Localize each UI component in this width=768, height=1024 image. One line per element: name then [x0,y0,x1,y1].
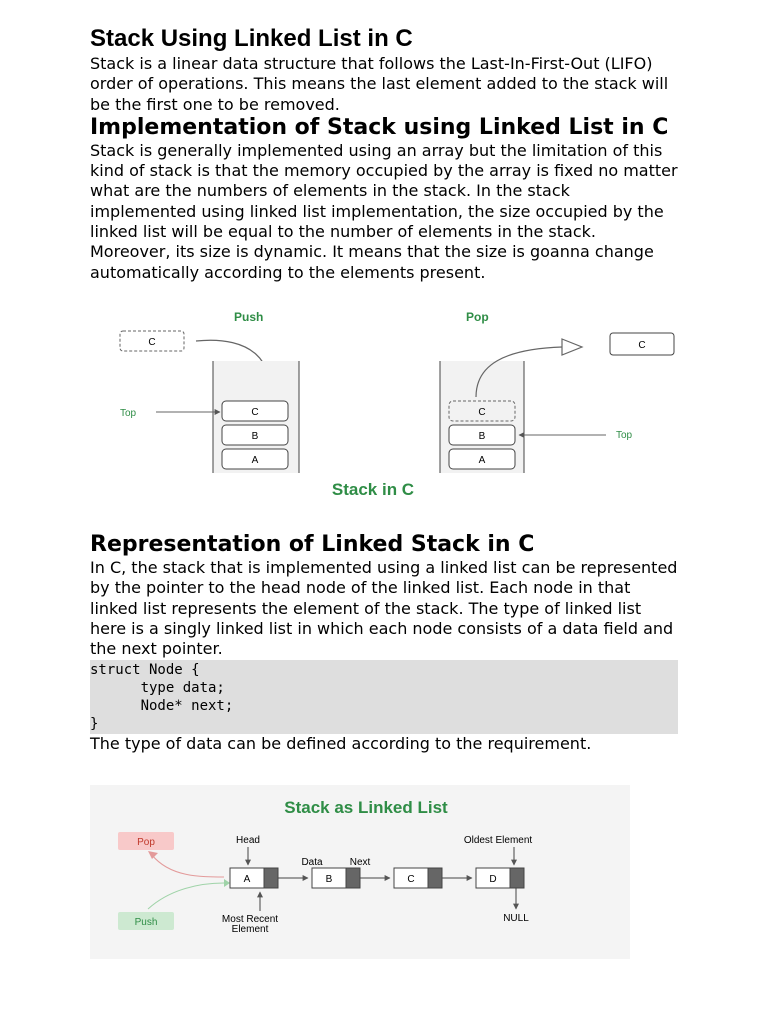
next-label: Next [349,856,371,868]
svg-text:C: C [251,406,259,418]
pop-label: Pop [466,309,489,324]
representation-heading: Representation of Linked Stack in C [90,531,535,557]
data-label: Data [301,856,323,868]
figure2-title: Stack as Linked List [284,797,448,817]
page-title: Stack Using Linked List in C [90,25,413,52]
svg-text:D: D [489,873,497,885]
svg-text:Element: Element [231,923,269,935]
stack-linked-list-diagram [90,785,630,959]
null-label: NULL [503,912,529,924]
svg-text:C: C [638,339,646,351]
svg-text:B: B [325,873,333,885]
code-block: struct Node { type data; Node* next; } [90,660,678,734]
svg-text:C: C [478,406,486,418]
svg-text:A: A [251,454,259,466]
svg-text:B: B [478,430,486,442]
intro-paragraph: Stack is a linear data structure that follows the Last-In-First-Out (LIFO) order of operations. This means the last element added to the stack will be the first one to be removed. [90,54,669,114]
svg-text:A: A [243,873,251,885]
svg-text:Push: Push [134,916,158,928]
push-incoming-node-label: C [148,336,156,348]
push-top-label: Top [120,407,137,419]
data-type-note: The type of data can be defined according to the requirement. [90,734,592,754]
pop-top-label: Top [616,429,633,441]
push-label: Push [234,309,264,324]
implementation-heading: Implementation of Stack using Linked List in C [90,114,669,140]
figure1-caption: Stack in C [331,479,415,499]
implementation-paragraph: Stack is generally implemented using an array but the limitation of this kind of stack is that the memory occupied by the array is fixed no matter what are the numbers of elements in the stack. In the stack implemented using linked list implementation, the size occupied by the linked list will be equal to the number of elements in the stack. Moreover, its size is dynamic. It means that the size is goanna change automatically according to the elements present. [90,140,678,282]
head-label: Head [236,834,260,846]
svg-text:B: B [251,430,259,442]
svg-text:A: A [478,454,486,466]
representation-paragraph: In C, the stack that is implemented using a linked list can be represented by the pointer to the head node of the linked list. Each node in that linked list represents the element of the stack. The type of linked list here is a singly linked list in which each node consists of a data field and the next pointer. [90,557,678,659]
article [90,24,680,959]
oldest-element-label: Oldest Element [463,834,533,846]
svg-text:C: C [407,873,415,885]
svg-text:Pop: Pop [137,836,155,848]
stack-push-pop-diagram [84,305,684,533]
most-recent-label: Most Recent [221,913,279,925]
